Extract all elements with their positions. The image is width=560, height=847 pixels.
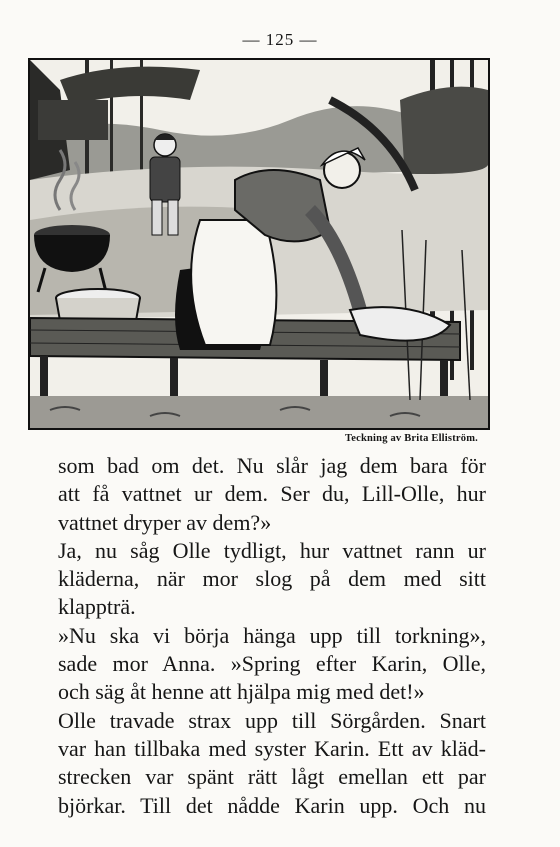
text-line: Olle travade strax upp till Sörgården. Snart bbox=[58, 707, 486, 733]
page-number: — 125 — bbox=[242, 30, 318, 49]
text-line: vattnet dryper av dem?» bbox=[58, 509, 272, 535]
text-line: och säg åt henne att hjälpa mig med det!» bbox=[58, 679, 425, 705]
text-line: björkar. Till det nådde Karin upp. Och nu bbox=[58, 792, 486, 818]
text-line: sade mor Anna. »Spring efter Karin, Olle, bbox=[58, 651, 486, 677]
text-line: att få vattnet ur dem. Ser du, Lill-Olle, hur bbox=[58, 481, 486, 507]
text-line: »Nu ska vi börja hänga upp till torkning», bbox=[58, 622, 486, 648]
illustration-drawing bbox=[30, 60, 488, 428]
illustration bbox=[28, 58, 490, 430]
text-line: som bad om det. Nu slår jag dem bara för bbox=[58, 453, 486, 478]
illustration-caption: Teckning av Brita Elliström. bbox=[345, 433, 478, 444]
text-line: var han tillbaka med syster Karin. Ett av kläd- bbox=[58, 735, 486, 761]
text-line: kläderna, när mor slog på dem med sitt bbox=[58, 566, 486, 592]
text-line: strecken var spänt rätt lågt emellan ett par bbox=[58, 764, 486, 790]
text-line: klappträ. bbox=[58, 594, 136, 620]
text-line: Ja, nu såg Olle tydligt, hur vattnet rann ur bbox=[58, 537, 486, 563]
body-text bbox=[58, 452, 486, 820]
